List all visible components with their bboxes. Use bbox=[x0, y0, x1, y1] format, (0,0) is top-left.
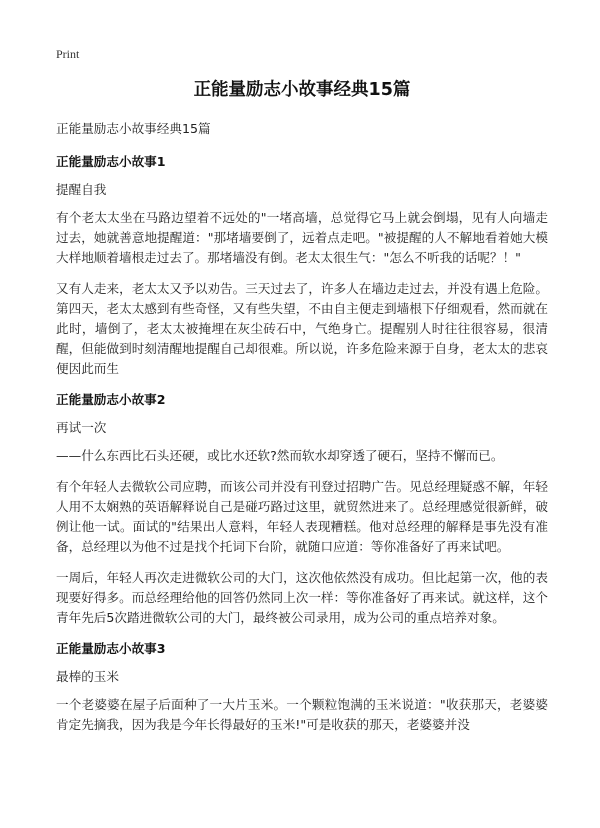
paragraph: 又有人走来，老太太又予以劝告。三天过去了，许多人在墙边走过去，并没有遇上危险。第四天，老太太感到有些奇怪，又有些失望，不由自主便走到墙根下仔细观看，然而就在此时，墙倒了，老太太被掩埋在灰尘砖石中，气绝身亡。提醒别人时往往很容易，很清醒，但能做到时刻清醒地提醒自己却很难。所以说，许多危险来源于自身，老太太的悲哀便因此而生 bbox=[56, 281, 548, 376]
article bbox=[56, 78, 548, 735]
page-title: 正能量励志小故事经典15篇 bbox=[193, 80, 411, 100]
paragraph: 有个老太太坐在马路边望着不远处的"一堵高墙，总觉得它马上就会倒塌，见有人向墙走过去，她就善意地提醒道："那堵墙要倒了，远着点走吧。"被提醒的人不解地看着她大模大样地顺着墙根走过去了。那堵墙没有倒。老太太很生气："怎么不听我的话呢？！" bbox=[56, 210, 548, 265]
story-section-1 bbox=[56, 152, 548, 379]
paragraph: 有个年轻人去微软公司应聘，而该公司并没有刊登过招聘广告。见总经理疑惑不解，年轻人用不太娴熟的英语解释说自己是碰巧路过这里，就贸然进来了。总经理感觉很新鲜，破例让他一试。面试的"结果出人意料，年轻人表现糟糕。他对总经理的解释是事先没有准备，总经理以为他不过是找个托词下台阶，就随口应道：等你准备好了再来试吧。 bbox=[56, 479, 548, 554]
print-link[interactable]: Print bbox=[56, 47, 80, 61]
paragraph: ——什么东西比石头还硬，或比水还软?然而软水却穿透了硬石，坚持不懈而已。 bbox=[56, 448, 504, 463]
story-title: 提醒自我 bbox=[56, 182, 107, 197]
story-title: 再试一次 bbox=[56, 420, 107, 435]
article-subtitle: 正能量励志小故事经典15篇 bbox=[56, 121, 211, 136]
paragraph: 一周后，年轻人再次走进微软公司的大门，这次他依然没有成功。但比起第一次，他的表现要好得多。而总经理给他的回答仍然同上次一样：等你准备好了再来试。就这样，这个青年先后5次踏进微软公司的大门，最终被公司录用，成为公司的重点培养对象。 bbox=[56, 570, 548, 625]
section-heading: 正能量励志小故事3 bbox=[56, 641, 166, 656]
paragraph: 一个老婆婆在屋子后面种了一大片玉米。一个颗粒饱满的玉米说道："收获那天，老婆婆肯定先摘我，因为我是今年长得最好的玉米!"可是收获的那天，老婆婆并没 bbox=[56, 697, 548, 732]
section-heading: 正能量励志小故事2 bbox=[56, 392, 166, 407]
story-title: 最棒的玉米 bbox=[56, 669, 119, 684]
section-heading: 正能量励志小故事1 bbox=[56, 154, 166, 169]
story-section-2 bbox=[56, 390, 548, 628]
story-section-3 bbox=[56, 639, 548, 735]
